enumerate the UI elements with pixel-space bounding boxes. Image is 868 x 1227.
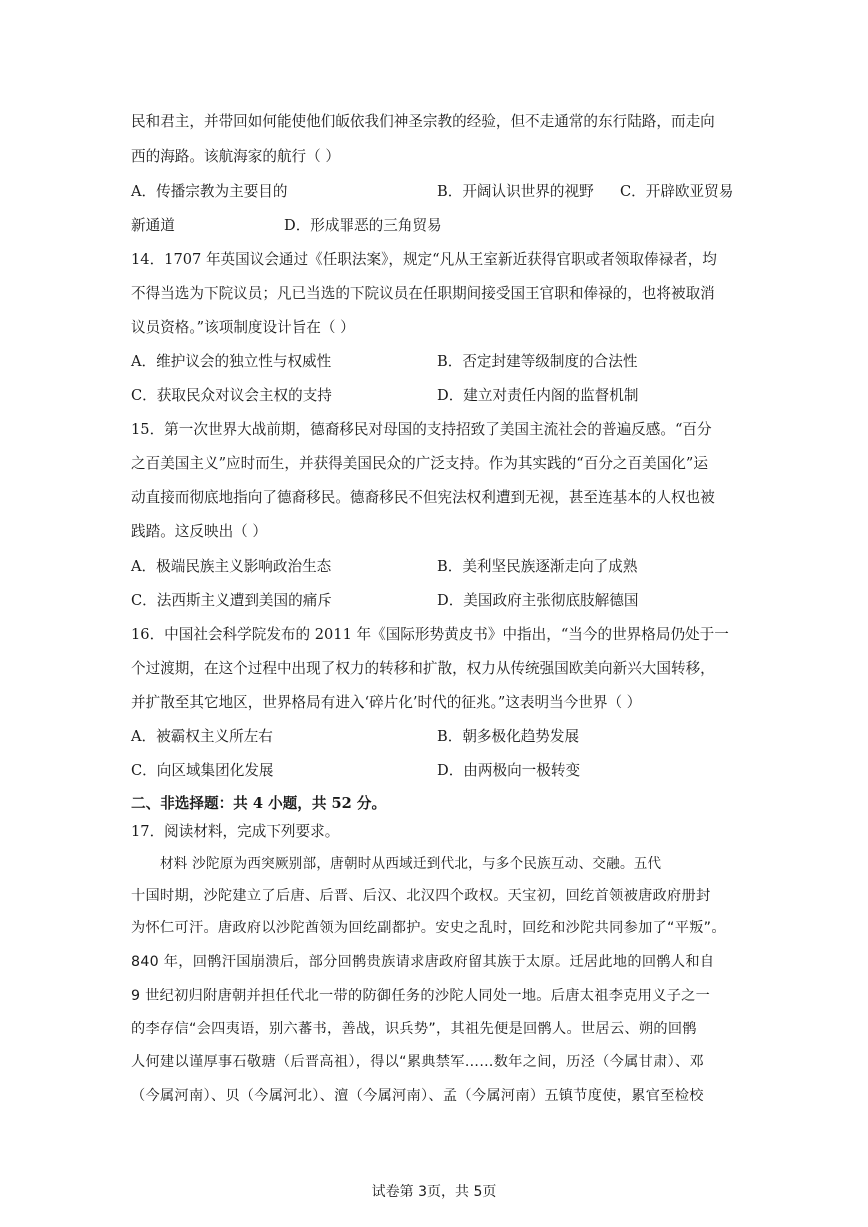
q13-stem-line-2: 西的海路。该航海家的航行（ ） bbox=[131, 148, 340, 165]
q14-stem-line-1: 14．1707 年英国议会通过《任职法案》，规定“凡从王室新近获得官职或者领取俸禄者，均 bbox=[131, 251, 717, 268]
section-heading: 二、非选择题：共 4 小题，共 52 分。 bbox=[131, 795, 387, 812]
q15-option-c: C．法西斯主义遭到美国的痛斥 bbox=[131, 592, 332, 609]
q14-option-a: A．维护议会的独立性与权威性 bbox=[131, 353, 332, 370]
q13-option-d: D．形成罪恶的三角贸易 bbox=[284, 217, 442, 234]
q17-material-line-4: 840 年，回鹘汗国崩溃后，部分回鹘贵族请求唐政府留其族于太原。迁居此地的回鹘人和自 bbox=[131, 954, 715, 970]
q17-material-line-5: 9 世纪初归附唐朝并担任代北一带的防御任务的沙陀人同处一地。后唐太祖李克用义子之一 bbox=[131, 988, 711, 1004]
page-footer: 试卷第 3页，共 5页 bbox=[371, 1184, 497, 1200]
q14-option-d: D．建立对责任内阁的监督机制 bbox=[437, 387, 639, 404]
q13-option-a: A．传播宗教为主要目的 bbox=[131, 183, 288, 200]
q15-stem-line-1: 15．第一次世界大战前期，德裔移民对母国的支持招致了美国主流社会的普遍反感。“百分 bbox=[131, 421, 712, 438]
q17-stem: 17．阅读材料，完成下列要求。 bbox=[131, 823, 340, 840]
q17-material-line-2: 十国时期，沙陀建立了后唐、后晋、后汉、北汉四个政权。天宝初，回纥首领被唐政府册封 bbox=[131, 888, 711, 904]
q16-option-c: C．向区域集团化发展 bbox=[131, 762, 274, 779]
q14-option-c: C．获取民众对议会主权的支持 bbox=[131, 387, 332, 404]
q16-stem-line-2: 个过渡期，在这个过程中出现了权力的转移和扩散，权力从传统强国欧美向新兴大国转移， bbox=[131, 660, 715, 677]
q15-stem-line-4: 践踏。这反映出（ ） bbox=[131, 523, 267, 540]
q14-stem-line-3: 议员资格。”该项制度设计旨在（ ） bbox=[131, 319, 355, 336]
q15-stem-line-2: 之百美国主义”应时而生，并获得美国民众的广泛支持。作为其实践的“百分之百美国化”运 bbox=[131, 455, 708, 472]
q15-stem-line-3: 动直接而彻底地指向了德裔移民。德裔移民不但宪法权利遭到无视，甚至连基本的人权也被 bbox=[131, 489, 715, 506]
q13-option-c: C．开辟欧亚贸易 bbox=[620, 183, 734, 200]
q13-option-c-cont: 新通道 bbox=[131, 217, 175, 234]
q16-stem-line-3: 并扩散至其它地区，世界格局有进入‘碎片化’时代的征兆。”这表明当今世界（ ） bbox=[131, 694, 642, 711]
q16-option-a: A．被霸权主义所左右 bbox=[131, 728, 273, 745]
q17-material-line-8: （今属河南）、贝（今属河北）、澶（今属河南）、孟（今属河南）五镇节度使，累官至检校 bbox=[131, 1088, 704, 1104]
q14-stem-line-2: 不得当选为下院议员；凡已当选的下院议员在任职期间接受国王官职和俸禄的，也将被取消 bbox=[131, 285, 715, 302]
q15-option-d: D．美国政府主张彻底肢解德国 bbox=[437, 592, 639, 609]
q13-option-b: B．开阔认识世界的视野 bbox=[437, 183, 594, 200]
q15-option-b: B．美利坚民族逐渐走向了成熟 bbox=[437, 558, 638, 575]
q16-option-b: B．朝多极化趋势发展 bbox=[437, 728, 580, 745]
q16-stem-line-1: 16．中国社会科学院发布的 2011 年《国际形势黄皮书》中指出，“当今的世界格局仍处于一 bbox=[131, 626, 729, 643]
q17-material-line-3: 为怀仁可汗。唐政府以沙陀酋领为回纥副都护。安史之乱时，回纥和沙陀共同参加了“平叛”。 bbox=[131, 920, 726, 936]
q17-material-line-6: 的李存信“会四夷语，别六蕃书，善战，识兵势”，其祖先便是回鹘人。世居云、朔的回鹘 bbox=[131, 1021, 697, 1037]
q17-material-line-7: 人何建以谨厚事石敬瑭（后晋高祖），得以“累典禁军……数年之间，历泾（今属甘肃）、邓 bbox=[131, 1054, 704, 1070]
q16-option-d: D．由两极向一极转变 bbox=[437, 762, 581, 779]
q13-stem-line-1: 民和君主，并带回如何能使他们皈依我们神圣宗教的经验，但不走通常的东行陆路，而走向 bbox=[131, 113, 715, 130]
q14-option-b: B．否定封建等级制度的合法性 bbox=[437, 353, 638, 370]
q17-material-line-1: 材料 沙陀原为西突厥别部，唐朝时从西域迁到代北，与多个民族互动、交融。五代 bbox=[160, 856, 662, 872]
q15-option-a: A．极端民族主义影响政治生态 bbox=[131, 558, 332, 575]
